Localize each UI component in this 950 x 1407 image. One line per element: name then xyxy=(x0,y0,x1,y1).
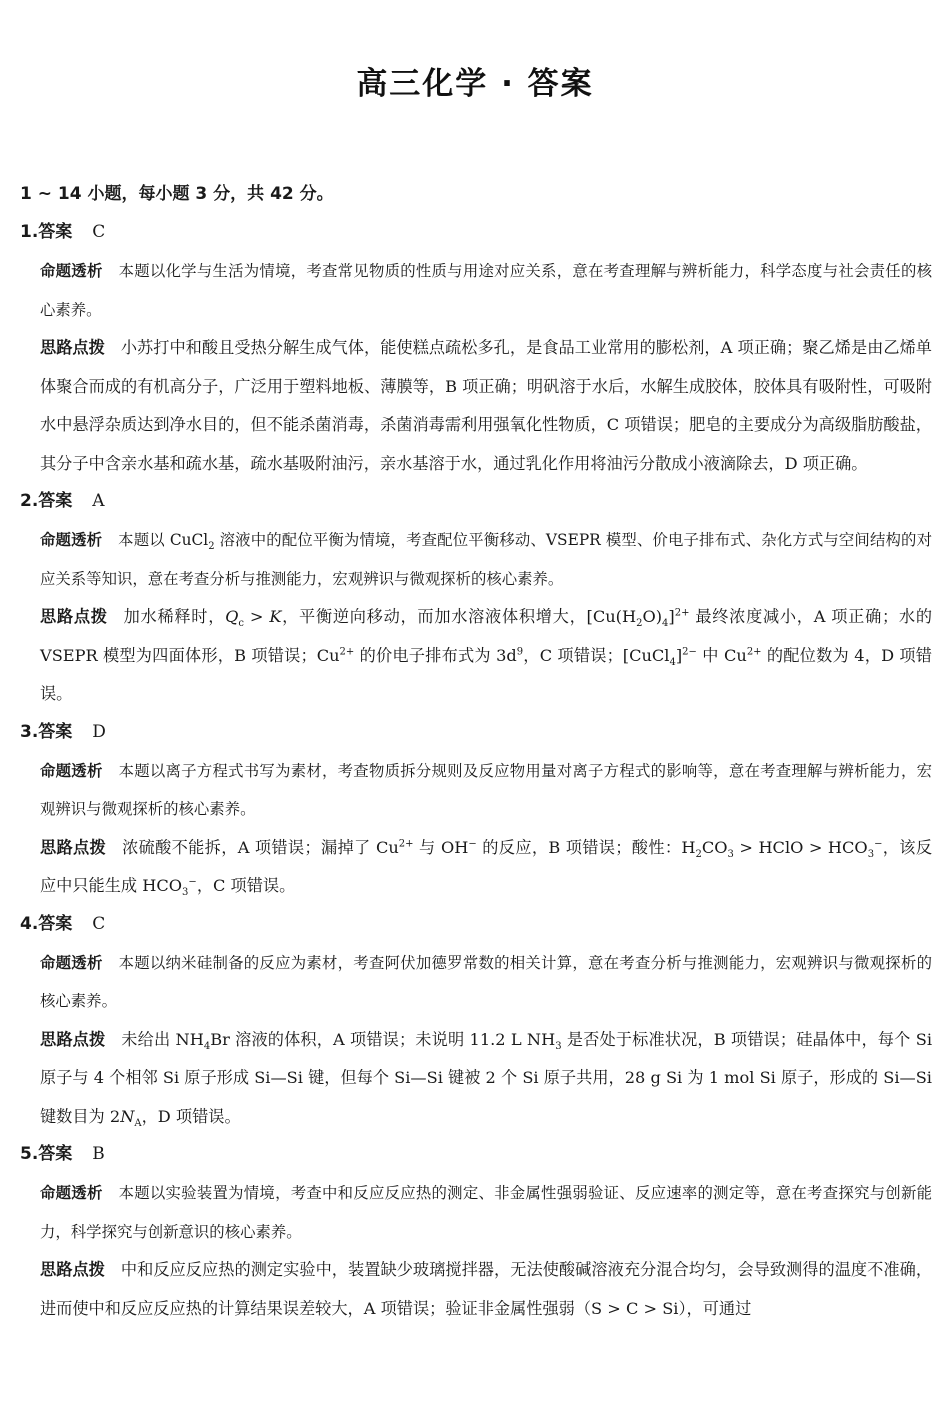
answer-value: B xyxy=(92,1144,105,1164)
answer-label: 答案 xyxy=(38,1144,73,1164)
hint-label: 思路点拨 xyxy=(40,837,107,857)
analysis-paragraph xyxy=(40,521,932,598)
question-header xyxy=(20,483,932,521)
analysis-label: 命题透析 xyxy=(40,761,103,780)
answer-label: 答案 xyxy=(38,491,73,511)
question-number: 1. xyxy=(20,222,39,242)
answer-label: 答案 xyxy=(38,222,73,242)
analysis-text: 本题以化学与生活为情境，考查常见物质的性质与用途对应关系，意在考查理解与辨析能力，科学态度与社会责任的核心素养。 xyxy=(40,262,932,319)
analysis-label: 命题透析 xyxy=(40,953,103,972)
hint-paragraph xyxy=(40,329,932,483)
hint-paragraph xyxy=(40,598,932,714)
answer-content xyxy=(20,176,932,1328)
analysis-label: 命题透析 xyxy=(40,1184,103,1202)
question-1 xyxy=(20,214,932,483)
hint-label: 思路点拨 xyxy=(40,1260,105,1279)
hint-text: 中和反应反应热的测定实验中，装置缺少玻璃搅拌器，无法使酸碱溶液充分混合均匀，会导致测得的温度不准确，进而使中和反应反应热的计算结果误差较大，A 项错误；验证非金属性强弱（S > C > Si），可通过 xyxy=(40,1260,933,1318)
question-header xyxy=(20,1136,932,1174)
analysis-text: 本题以实验装置为情境，考查中和反应反应热的测定、非金属性强弱验证、反应速率的测定等，意在考查探究与创新能力，科学探究与创新意识的核心素养。 xyxy=(40,1184,932,1241)
analysis-paragraph xyxy=(40,752,932,829)
hint-label: 思路点拨 xyxy=(40,1029,106,1049)
question-header xyxy=(20,714,932,752)
hint-paragraph xyxy=(40,1251,932,1328)
answer-value: D xyxy=(92,721,106,742)
question-3 xyxy=(20,714,932,906)
answer-value: A xyxy=(92,491,105,511)
question-number: 3. xyxy=(20,721,39,742)
section-intro: 1 ~ 14 小题，每小题 3 分，共 42 分。 xyxy=(20,184,334,204)
question-header xyxy=(20,906,932,944)
answer-label: 答案 xyxy=(38,721,73,742)
hint-text: 小苏打中和酸且受热分解生成气体，能使糕点疏松多孔，是食品工业常用的膨松剂，A 项正确；聚乙烯是由乙烯单体聚合而成的有机高分子，广泛用于塑料地板、薄膜等，B 项正确；明矾溶于水后，水解生成胶体，胶体具有吸附性，可吸附水中悬浮杂质达到净水目的，但不能杀菌消毒，杀菌消毒需利用强氧化性物质，C 项错误；肥皂的主要成分为高级脂肪酸盐，其分子中含亲水基和疏水基，疏水基吸附油污，亲水基溶于水，通过乳化作用将油污分散成小液滴除去，D 项正确。 xyxy=(40,338,932,473)
answer-label: 答案 xyxy=(38,913,73,934)
question-2 xyxy=(20,483,932,714)
question-number: 5. xyxy=(20,1144,39,1164)
analysis-label: 命题透析 xyxy=(40,262,103,280)
hint-label: 思路点拨 xyxy=(40,607,108,626)
hint-text: 未给出 $NH_4Br$ 溶液的体积，A 项错误；未说明 11.2 L $NH_3$ 是否处于标准状况，B 项错误；硅晶体中，每个 Si 原子与 4 个相邻 Si 原子形成 Si—Si 键，但每个 Si—Si 键被 2 个 Si 原子共用，28 g Si 为 1 mol Si 原子，形成的 Si—Si 键数目为 $2N_A$，D 项错误。 xyxy=(40,1029,932,1129)
analysis-paragraph xyxy=(40,1174,932,1251)
analysis-text: 本题以纳米硅制备的反应为素材，考查阿伏加德罗常数的相关计算，意在考查分析与推测能力，宏观辨识与微观探析的核心素养。 xyxy=(40,953,932,1010)
question-number: 4. xyxy=(20,913,39,934)
question-5 xyxy=(20,1136,932,1328)
page-title: 高三化学 · 答案 xyxy=(356,66,594,102)
hint-text: 浓硫酸不能拆，A 项错误；漏掉了 $Cu^{2+}$ 与 OH− 的反应，B 项错误；酸性：$H_2CO_3$ > HClO > $HCO_3^-$，该反应中只能生成 $HCO_3^-$，C 项错误。 xyxy=(40,837,933,899)
analysis-paragraph xyxy=(40,944,932,1021)
analysis-paragraph xyxy=(40,252,932,329)
analysis-label: 命题透析 xyxy=(40,531,103,549)
answer-value: C xyxy=(92,222,106,242)
question-number: 2. xyxy=(20,491,39,511)
analysis-text: 本题以离子方程式书写为素材，考查物质拆分规则及反应物用量对离子方程式的影响等，意在考查理解与辨析能力，宏观辨识与微观探析的核心素养。 xyxy=(40,761,932,818)
hint-paragraph xyxy=(40,1021,932,1137)
question-header xyxy=(20,214,932,252)
hint-paragraph xyxy=(40,829,932,906)
hint-label: 思路点拨 xyxy=(40,338,105,357)
question-4 xyxy=(20,906,932,1137)
hint-text: 加水稀释时，$Q_c > K$，平衡逆向移动，而加水溶液体积增大，$[Cu(H_2O)_4]^{2+}$ 最终浓度减小，A 项正确；水的 VSEPR 模型为四面体形，B 项错误；$Cu^{2+}$ 的价电子排布式为 $3d^9$，C 项错误；[CuCl$_4$]$^{2-}$ 中 $Cu^{2+}$ 的配位数为 4，D 项错误。 xyxy=(40,607,933,703)
answer-value: C xyxy=(92,913,106,934)
analysis-text: 本题以 CuCl$_2$ 溶液中的配位平衡为情境，考查配位平衡移动、VSEPR 模型、价电子排布式、杂化方式与空间结构的对应关系等知识，意在考查分析与推测能力，宏观辨识与微观探析的核心素养。 xyxy=(40,531,932,588)
